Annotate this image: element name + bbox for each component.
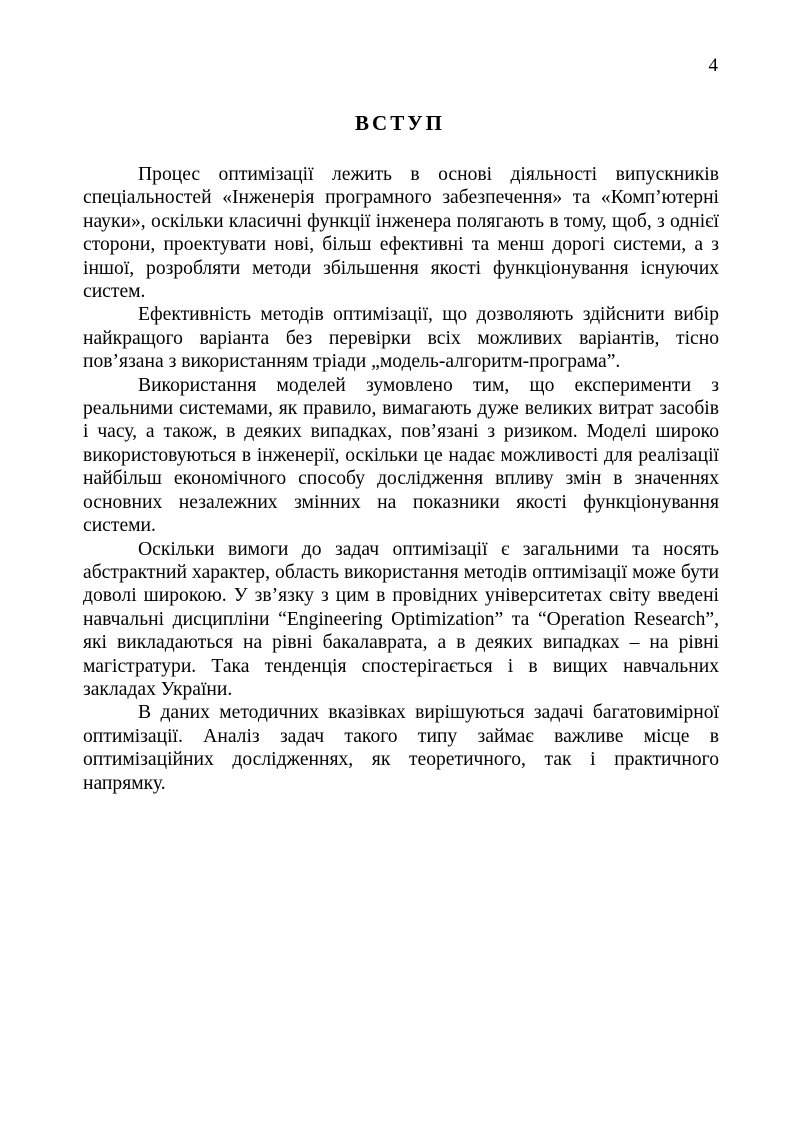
page-number: 4 bbox=[708, 55, 718, 76]
paragraph-3: Використання моделей зумовлено тим, що експерименти з реальними системами, як правило, вимагають дуже великих витрат засобів і часу, а також, в деяких випадках, пов’язані з ризиком. Моделі широко використовуються в інженерії, оскільки це надає можливості для реалізації найбільш економічного способу дослідження впливу змін в значеннях основних незалежних змінних на показники якості функціонування системи. bbox=[83, 374, 719, 537]
paragraph-5: В даних методичних вказівках вирішуються задачі багатовимірної оптимізації. Аналіз задач такого типу займає важливе місце в оптимізаційних дослідженнях, як теоретичного, так і практичного напрямку. bbox=[83, 702, 719, 794]
body-text bbox=[83, 163, 719, 795]
paragraph-4: Оскільки вимоги до задач оптимізації є загальними та носять абстрактний характер, область використання методів оптимізації може бути доволі широкою. У зв’язку з цим в провідних університетах світу введені навчальні дисципліни “Engineering Optimization” та “Operation Research”, які викладаються на рівні бакалаврата, а в деяких випадках – на рівні магістратури. Така тенденція спостерігається і в вищих навчальних закладах України. bbox=[83, 538, 719, 700]
paragraph-2: Ефективність методів оптимізації, що дозволяють здійснити вибір найкращого варіанта без перевірки всіх можливих варіантів, тісно пов’язана з використанням тріади „модель-алгоритм-програма”. bbox=[83, 304, 719, 373]
paragraph-1: Процес оптимізації лежить в основі діяльності випускників спеціальностей «Інженерія програмного забезпечення» та «Комп’ютерні науки», оскільки класичні функції інженера полягають в тому, щоб, з однієї сторони, проектувати нові, більш ефективні та менш дорогі системи, а з іншої, розробляти методи збільшення якості функціонування існуючих систем. bbox=[83, 164, 719, 303]
section-title: ВСТУП bbox=[355, 111, 445, 135]
